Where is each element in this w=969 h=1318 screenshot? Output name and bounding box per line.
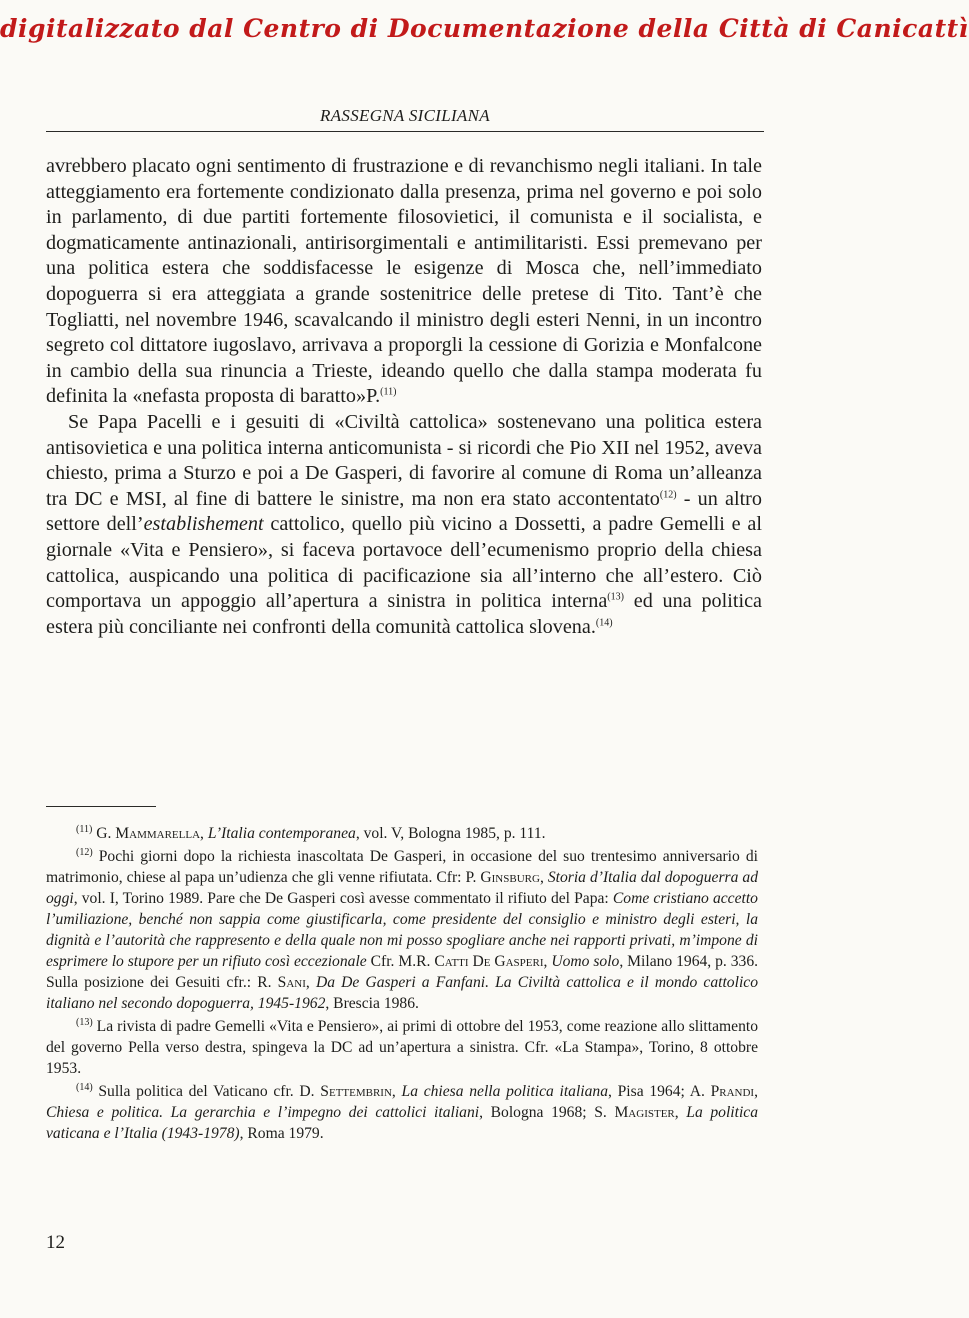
italic-text: Come cristiano accetto l’umiliazione, benché non sappia come giustificarla, come presidente del consiglio e ministro degli esteri, la dignità e l’autorità che rappresento e della quale non mi posso spogliare anche nei rapporti privati, m’impone di esprimere lo stupore per un rifiuto così eccezionale: [46, 890, 758, 970]
italic-text: Da De Gasperi a Fanfani. La Civiltà cattolica e il mondo cattolico italiano nel secondo dopoguerra, 1945-1962: [46, 974, 758, 1012]
author-name: Ginsburg: [480, 869, 540, 886]
text-run: G.: [92, 825, 116, 842]
footnote-ref: (14): [76, 1081, 93, 1093]
author-name: Catti De Gasperi: [434, 953, 544, 970]
author-name: Settembrin: [320, 1083, 392, 1100]
footnote-11: [46, 823, 758, 844]
body-paragraph: [46, 154, 762, 410]
text-run: La rivista di padre Gemelli «Vita e Pensiero», ai primi di ottobre del 1953, come reazione allo slittamento del governo Pella verso destra, spingeva la DC ad un’apertura a sinistra. Cfr. «La Stampa», Torino, 8 ottobre 1953.: [46, 1018, 758, 1077]
running-head: RASSEGNA SICILIANA: [320, 106, 490, 125]
footnote-ref: (14): [595, 616, 613, 628]
text-run: , vol. I, Torino 1989. Pare che De Gasperi così avesse commentato il rifiuto del Papa:: [73, 890, 613, 907]
text-run: Sulla politica del Vaticano cfr. D.: [92, 1083, 321, 1100]
text-run: Se Papa Pacelli e i gesuiti di «Civiltà cattolica» sostenevano una politica estera antisovietica e una politica interna anticomunista - si ricordi che Pio XII nel 1952, aveva chiesto, prima a Sturzo e poi a De Gasperi, di favorire al comune di Roma un’alleanza tra DC e MSI, al fine di battere le sinistre, ma non era stato accontentato: [46, 410, 762, 510]
text-run: ,: [674, 1104, 687, 1121]
italic-text: L’Italia contemporanea: [207, 825, 356, 842]
footnote-ref: (13): [76, 1016, 93, 1028]
footnote-ref: (11): [380, 386, 397, 398]
italic-text: La politica vaticana e l’Italia (1943-1978): [46, 1104, 759, 1142]
header-rule: [46, 131, 764, 132]
text-run: ,: [391, 1083, 402, 1100]
text-run: ,: [543, 953, 552, 970]
body-paragraph: [46, 410, 762, 640]
footnote-ref: (13): [607, 591, 624, 603]
text-run: ,: [754, 1083, 758, 1100]
page-number: 12: [46, 1232, 65, 1253]
italic-text: establishement: [143, 513, 264, 536]
text-run: ed una politica estera più conciliante nei confronti della comunità cattolica slovena.: [46, 590, 762, 638]
text-run: Cfr. M.R.: [366, 953, 435, 970]
text-run: , Brescia 1986.: [325, 995, 419, 1012]
footnote-ref: (12): [76, 846, 93, 858]
author-name: Sani: [277, 974, 306, 991]
text-run: ,: [305, 974, 316, 991]
footnote-ref: (12): [659, 488, 677, 500]
text-run: - un altro settore dell’: [46, 487, 763, 536]
main-text: [46, 154, 762, 640]
text-run: cattolico, quello più vicino a Dossetti, a padre Gemelli e al giornale «Vita e Pensiero», si faceva portavoce dell’ecumenismo proprio della chiesa cattolica, auspicando una politica di pacificazione sia all’interno che all’estero. Ciò comportava un appoggio all’apertura a sinistra in politica interna: [46, 513, 762, 613]
text-run: , Milano 1964, p. 336. Sulla posizione dei Gesuiti cfr.: R.: [46, 953, 759, 991]
text-run: avrebbero placato ogni sentimento di frustrazione e di revanchismo negli italiani. In tale atteggiamento era fortemente condizionato dalla presenza, prima nel governo e poi solo in parlamento, di due partiti fortemente filosovietici, il comunista e il socialista, e dogmaticamente antinazionali, antirisorgimentali e antimilitaristi. Essi premevano per una politica estera che soddisfacesse le esigenze di Mosca che, nell’immediato dopoguerra si era atteggiata a grande sostenitrice delle pretese di Tito. Tant’è che Togliatti, nel novembre 1946, scavalcando il ministro degli esteri Nenni, in un incontro segreto col dittatore iugoslavo, arrivava a proporgli la cessione di Gorizia e Monfalcone in cambio della sua rinuncia a Trieste, ideando quello che dalla stampa moderata fu definita la «nefasta proposta di baratto»P.: [46, 155, 762, 408]
author-name: Mammarella: [115, 825, 201, 842]
footnote-13: [46, 1016, 758, 1079]
text-run: Pochi giorni dopo la richiesta inascoltata De Gasperi, in occasione del suo trentesimo anniversario di matrimonio, chiese al papa un’udienza che gli venne rifiutata. Cfr: P.: [46, 848, 758, 886]
footnotes: [46, 823, 758, 1146]
italic-text: Storia d’Italia dal dopoguerra ad oggi: [46, 869, 758, 907]
text-run: , Roma 1979.: [239, 1125, 324, 1142]
footnote-rule: [46, 806, 156, 807]
text-run: , Pisa 1964; A.: [608, 1083, 711, 1100]
author-name: Magister: [614, 1104, 675, 1121]
italic-text: Chiesa e politica. La gerarchia e l’impegno dei cattolici italiani: [46, 1104, 480, 1121]
author-name: Prandi: [710, 1083, 755, 1100]
text-run: ,: [539, 869, 548, 886]
text-run: , Bologna 1968; S.: [479, 1104, 615, 1121]
italic-text: La chiesa nella politica italiana: [401, 1083, 609, 1100]
footnote-12: [46, 846, 758, 1014]
digitization-watermark: digitalizzato dal Centro di Documentazione della Città di Canicattì: [0, 14, 969, 43]
footnote-14: [46, 1081, 758, 1144]
footnote-ref: (11): [76, 823, 93, 835]
text-run: ,: [200, 825, 208, 842]
italic-text: Uomo solo: [551, 953, 620, 970]
text-run: , vol. V, Bologna 1985, p. 111.: [355, 825, 546, 842]
